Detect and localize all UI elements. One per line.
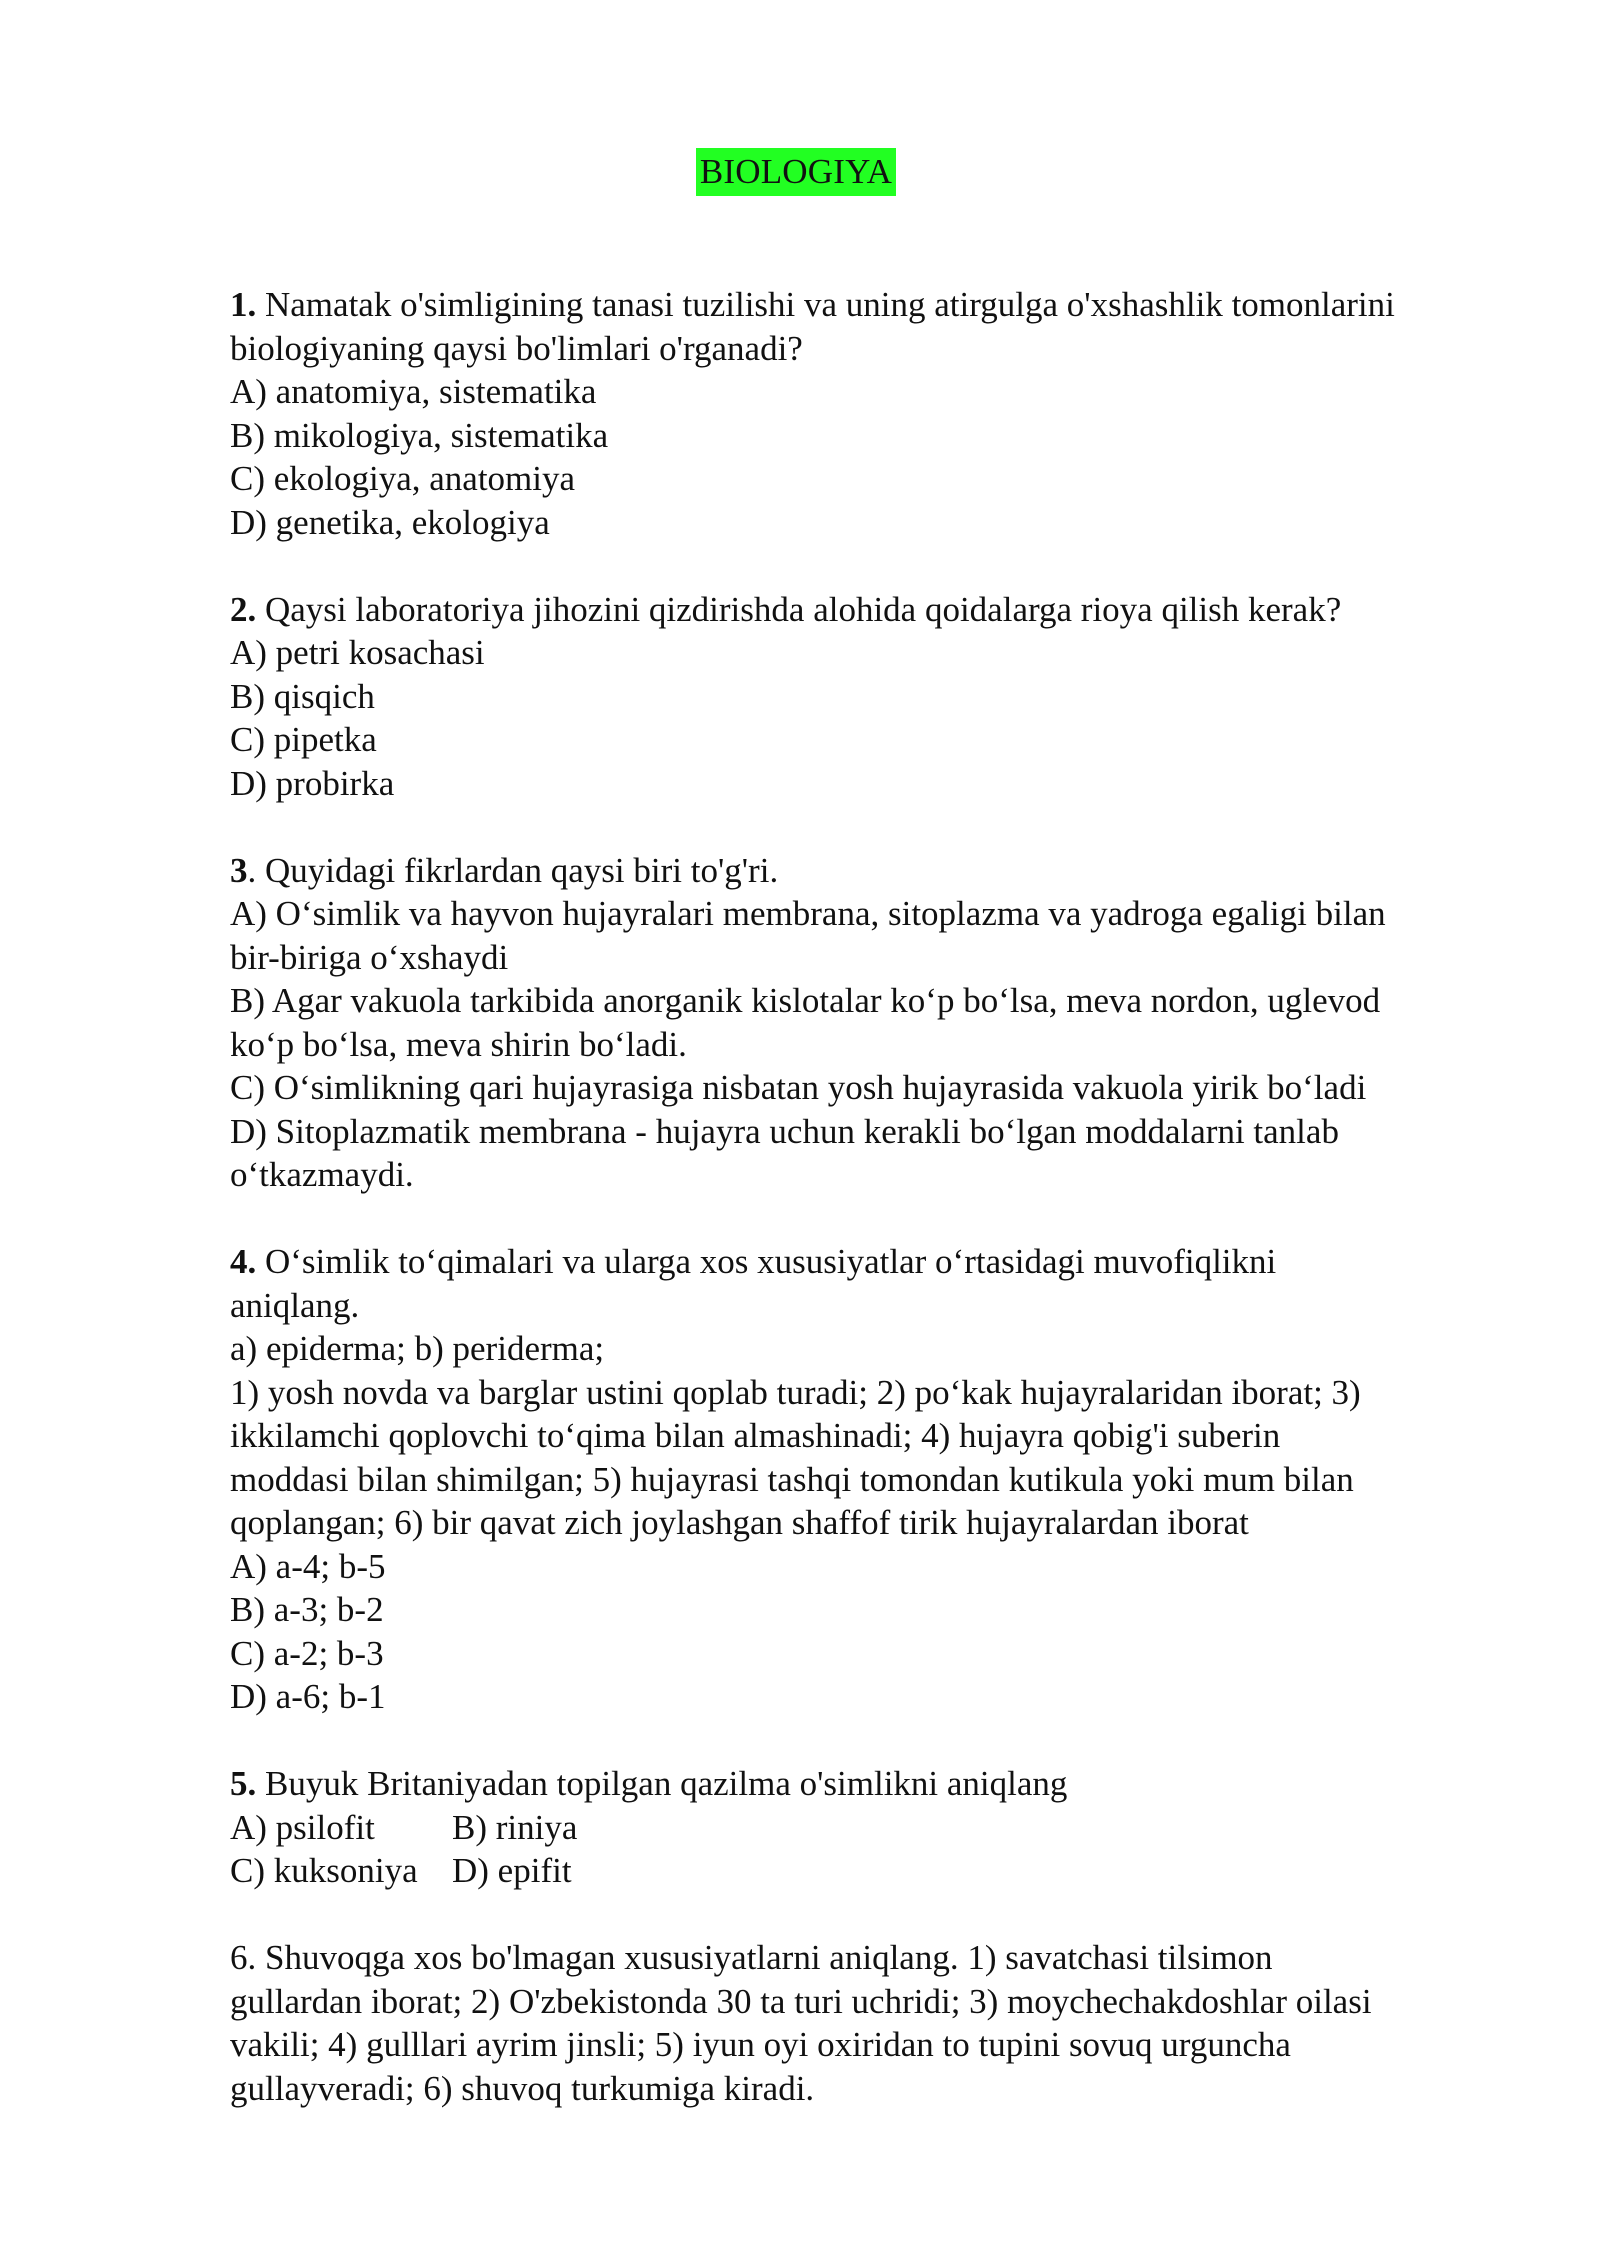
question-text: 5. Buyuk Britaniyadan topilgan qazilma o'simlikni aniqlang — [230, 1764, 1068, 1803]
answer-option-d: D) genetika, ekologiya — [230, 502, 550, 542]
question-text-continued: gullayveradi; 6) shuvoq turkumiga kiradi. — [230, 2068, 815, 2108]
answer-option-b: B) Agar vakuola tarkibida anorganik kislotalar ko‘p bo‘lsa, meva nordon, uglevod — [230, 981, 1381, 1020]
matching-descriptions-continued: moddasi bilan shimilgan; 5) hujayrasi tashqi tomondan kutikula yoki mum bilan — [230, 1459, 1354, 1499]
answer-option-c: C) ekologiya, anatomiya — [230, 459, 576, 498]
page-title: BIOLOGIYA — [696, 148, 896, 196]
question-number: 1. — [230, 285, 257, 324]
answer-option-a: A) anatomiya, sistematika — [230, 372, 597, 411]
answer-option-d: D) epifit — [452, 1851, 572, 1890]
answer-option-b: B) qisqich — [230, 676, 375, 716]
answer-option-a: A) O‘simlik va hayvon hujayralari membrana, sitoplazma va yadroga egaligi bilan — [230, 894, 1386, 933]
matching-descriptions: 1) yosh novda va barglar ustini qoplab turadi; 2) po‘kak hujayralaridan iborat; 3) — [230, 1372, 1361, 1412]
question-5 — [230, 1762, 1510, 1893]
question-text-continued: biologiyaning qaysi bo'limlari o'rganadi? — [230, 328, 803, 368]
answer-option-d: D) probirka — [230, 763, 395, 803]
question-text: 1. Namatak o'simligining tanasi tuzilishi va uning atirgulga o'xshashlik tomonlarini — [230, 285, 1395, 324]
question-text: 3. Quyidagi fikrlardan qaysi biri to'g'ri. — [230, 850, 779, 890]
answer-option-a-continued: bir-biriga o‘xshaydi — [230, 937, 509, 977]
answer-option-b: B) a-3; b-2 — [230, 1590, 384, 1629]
answer-option-a: A) petri kosachasi — [230, 633, 485, 672]
question-4 — [230, 1240, 1510, 1719]
answer-option-c: C) O‘simlikning qari hujayrasiga nisbatan yosh hujayrasida vakuola yirik bo‘ladi — [230, 1068, 1367, 1107]
answer-row-2 — [230, 1849, 1510, 1893]
question-number: 3 — [230, 850, 248, 890]
answer-option-d-continued: o‘tkazmaydi. — [230, 1155, 414, 1194]
question-number: 5. — [230, 1764, 257, 1803]
question-6 — [230, 1936, 1510, 2110]
answer-option-b: B) mikologiya, sistematika — [230, 415, 609, 455]
matching-descriptions-continued: ikkilamchi qoplovchi to‘qima bilan almashinadi; 4) hujayra qobig'i suberin — [230, 1416, 1281, 1455]
answer-option-c: C) a-2; b-3 — [230, 1633, 384, 1673]
question-text-continued: vakili; 4) gulllari ayrim jinsli; 5) iyun oyi oxiridan to tupini sovuq urguncha — [230, 2025, 1291, 2064]
questions-body — [230, 283, 1510, 2154]
answer-option-d: D) Sitoplazmatik membrana - hujayra uchun kerakli bo‘lgan moddalarni tanlab — [230, 1111, 1339, 1151]
answer-option-a: A) a-4; b-5 — [230, 1546, 386, 1586]
question-text: 4. O‘simlik to‘qimalari va ularga xos xususiyatlar o‘rtasidagi muvofiqlikni — [230, 1242, 1277, 1281]
question-1 — [230, 283, 1510, 544]
question-text: 6. Shuvoqga xos bo'lmagan xususiyatlarni aniqlang. 1) savatchasi tilsimon — [230, 1938, 1273, 1977]
answer-option-d: D) a-6; b-1 — [230, 1677, 386, 1716]
matching-items: a) epiderma; b) periderma; — [230, 1329, 605, 1368]
title-container — [0, 148, 1600, 196]
question-3 — [230, 849, 1510, 1197]
answer-option-a: A) psilofit — [230, 1807, 375, 1847]
answer-option-c: C) pipetka — [230, 720, 377, 759]
question-text: 2. Qaysi laboratoriya jihozini qizdirishda alohida qoidalarga rioya qilish kerak? — [230, 589, 1342, 629]
answer-option-b: B) riniya — [452, 1807, 578, 1847]
answer-option-b-continued: ko‘p bo‘lsa, meva shirin bo‘ladi. — [230, 1024, 687, 1064]
question-number: 2. — [230, 589, 257, 629]
question-text-continued: aniqlang. — [230, 1285, 360, 1325]
question-text-continued: gullardan iborat; 2) O'zbekistonda 30 ta turi uchridi; 3) moychechakdoshlar oilasi — [230, 1981, 1372, 2021]
question-2 — [230, 588, 1510, 806]
answer-option-c: C) kuksoniya — [230, 1851, 418, 1890]
answer-row-1 — [230, 1806, 1510, 1850]
question-number: 4. — [230, 1242, 257, 1281]
matching-descriptions-continued: qoplangan; 6) bir qavat zich joylashgan shaffof tirik hujayralardan iborat — [230, 1503, 1249, 1542]
